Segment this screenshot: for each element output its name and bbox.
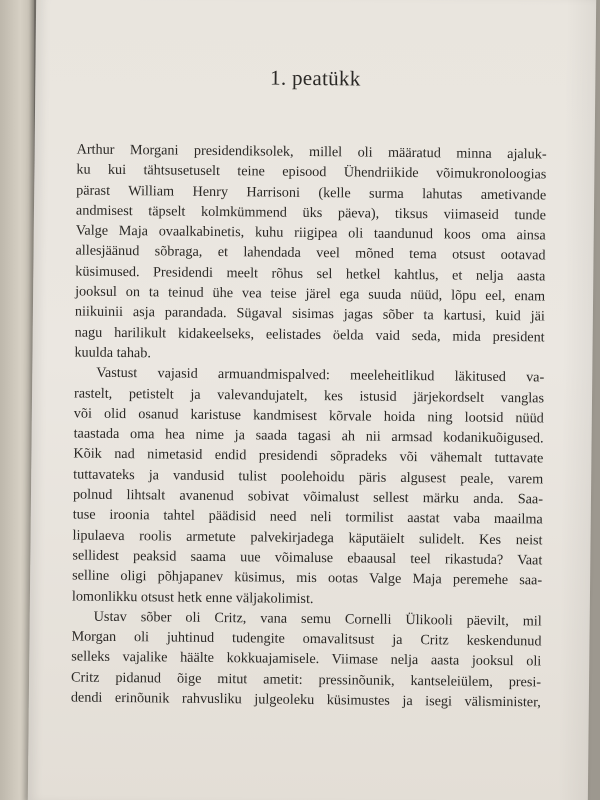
text-line: Kõik nad nimetasid endid presidendi sõpradeks või vähemalt tuttavate xyxy=(73,445,544,467)
text-line: Ustav sõber oli Critz, vana semu Cornelli Ülikooli päevilt, mil xyxy=(93,608,542,630)
text-line: nagu harilikult kidakeelseks, eelistades öelda vaid seda, mida president xyxy=(74,324,545,346)
text-line: sellidest peaksid saama uue võimaluse ebaausal teel rikastuda? Vaat xyxy=(72,547,543,569)
text-line: pärast William Henry Harrisoni (kelle surma lahutas ametivande xyxy=(76,182,547,204)
body-text xyxy=(71,140,547,713)
text-line: kuulda tahab. xyxy=(74,344,152,362)
text-line: Vastust vajasid armuandmispalved: meeleheitlikud läkitused va- xyxy=(96,365,545,386)
text-line: niikuinii asja parandada. Sügaval sisimas jagas sõber ta kartusi, kuid jäi xyxy=(74,303,545,325)
text-line: dendi erinõunik rahvusliku julgeoleku küsimustes ja isegi välisminister, xyxy=(70,689,541,711)
text-line: allesjäänud sõbraga, et lahendada veel mõned tema otsust ootavad xyxy=(75,243,546,264)
text-line: taastada oma hea nime ja saada tagasi ah nii armsad kodanikuõigused. xyxy=(73,425,544,447)
text-line: küsimused. Presidendi meelt rõhus sel hetkel kahtlus, et nelja aasta xyxy=(75,263,546,285)
text-line: selline oligi põhjapanev küsimus, mis ootas Valge Maja peremehe saa- xyxy=(72,567,543,589)
text-line: rastelt, petistelt ja valevandujatelt, kes istusid järjekordselt vanglas xyxy=(73,385,545,406)
text-line: Critz pidanud õige mitut ametit: pressinõunik, kantseleiülem, presi- xyxy=(71,669,542,691)
text-line: ku kui tähtsusetuselt teine episood Ühendriikide võimukronoloogias xyxy=(76,161,547,183)
text-line: tuse iroonia tahtel päädisid need neli tormilist aastat vaba maailma xyxy=(72,506,543,528)
text-line: tuttavateks ja vandusid tulist poolehoidu päris algusest peale, varem xyxy=(73,466,544,488)
text-line: või olid osanud karistuse kandmisest kõrvale hoida ning lootsid nüüd xyxy=(73,405,544,427)
text-line: andmisest täpselt kolmkümmend üks päeva), tiksus viimaseid tunde xyxy=(75,202,547,224)
text-line: lomonlikku otsust hetk enne väljakolimist. xyxy=(71,588,314,607)
text-line: Valge Maja ovaalkabinetis, kuhu riigipea oli taandunud koos oma ainsa xyxy=(75,222,546,244)
text-line: lipulaeva roolis armetute palvekirjadega käputäielt sulidelt. Kes neist xyxy=(72,527,543,549)
text-line: selleks vajalike häälte kokkuajamisele. Viimase nelja aasta jooksul oli xyxy=(71,648,542,670)
text-line: jooksul on ta teinud ühe vea teise järel ega suuda nüüd, lõpu eel, enam xyxy=(75,283,546,305)
chapter-title: 1. peatükk xyxy=(269,65,361,91)
book-page xyxy=(28,0,596,800)
text-line: polnud lihtsalt avanenud sobivat võimalust sellest märku anda. Saa- xyxy=(72,486,544,508)
text-line: Arthur Morgani presidendiksolek, millel oli määratud minna ajaluk- xyxy=(76,141,547,163)
text-line: Morgan oli juhtinud tudengite omavalitsust ja Critz keskendunud xyxy=(71,628,542,650)
